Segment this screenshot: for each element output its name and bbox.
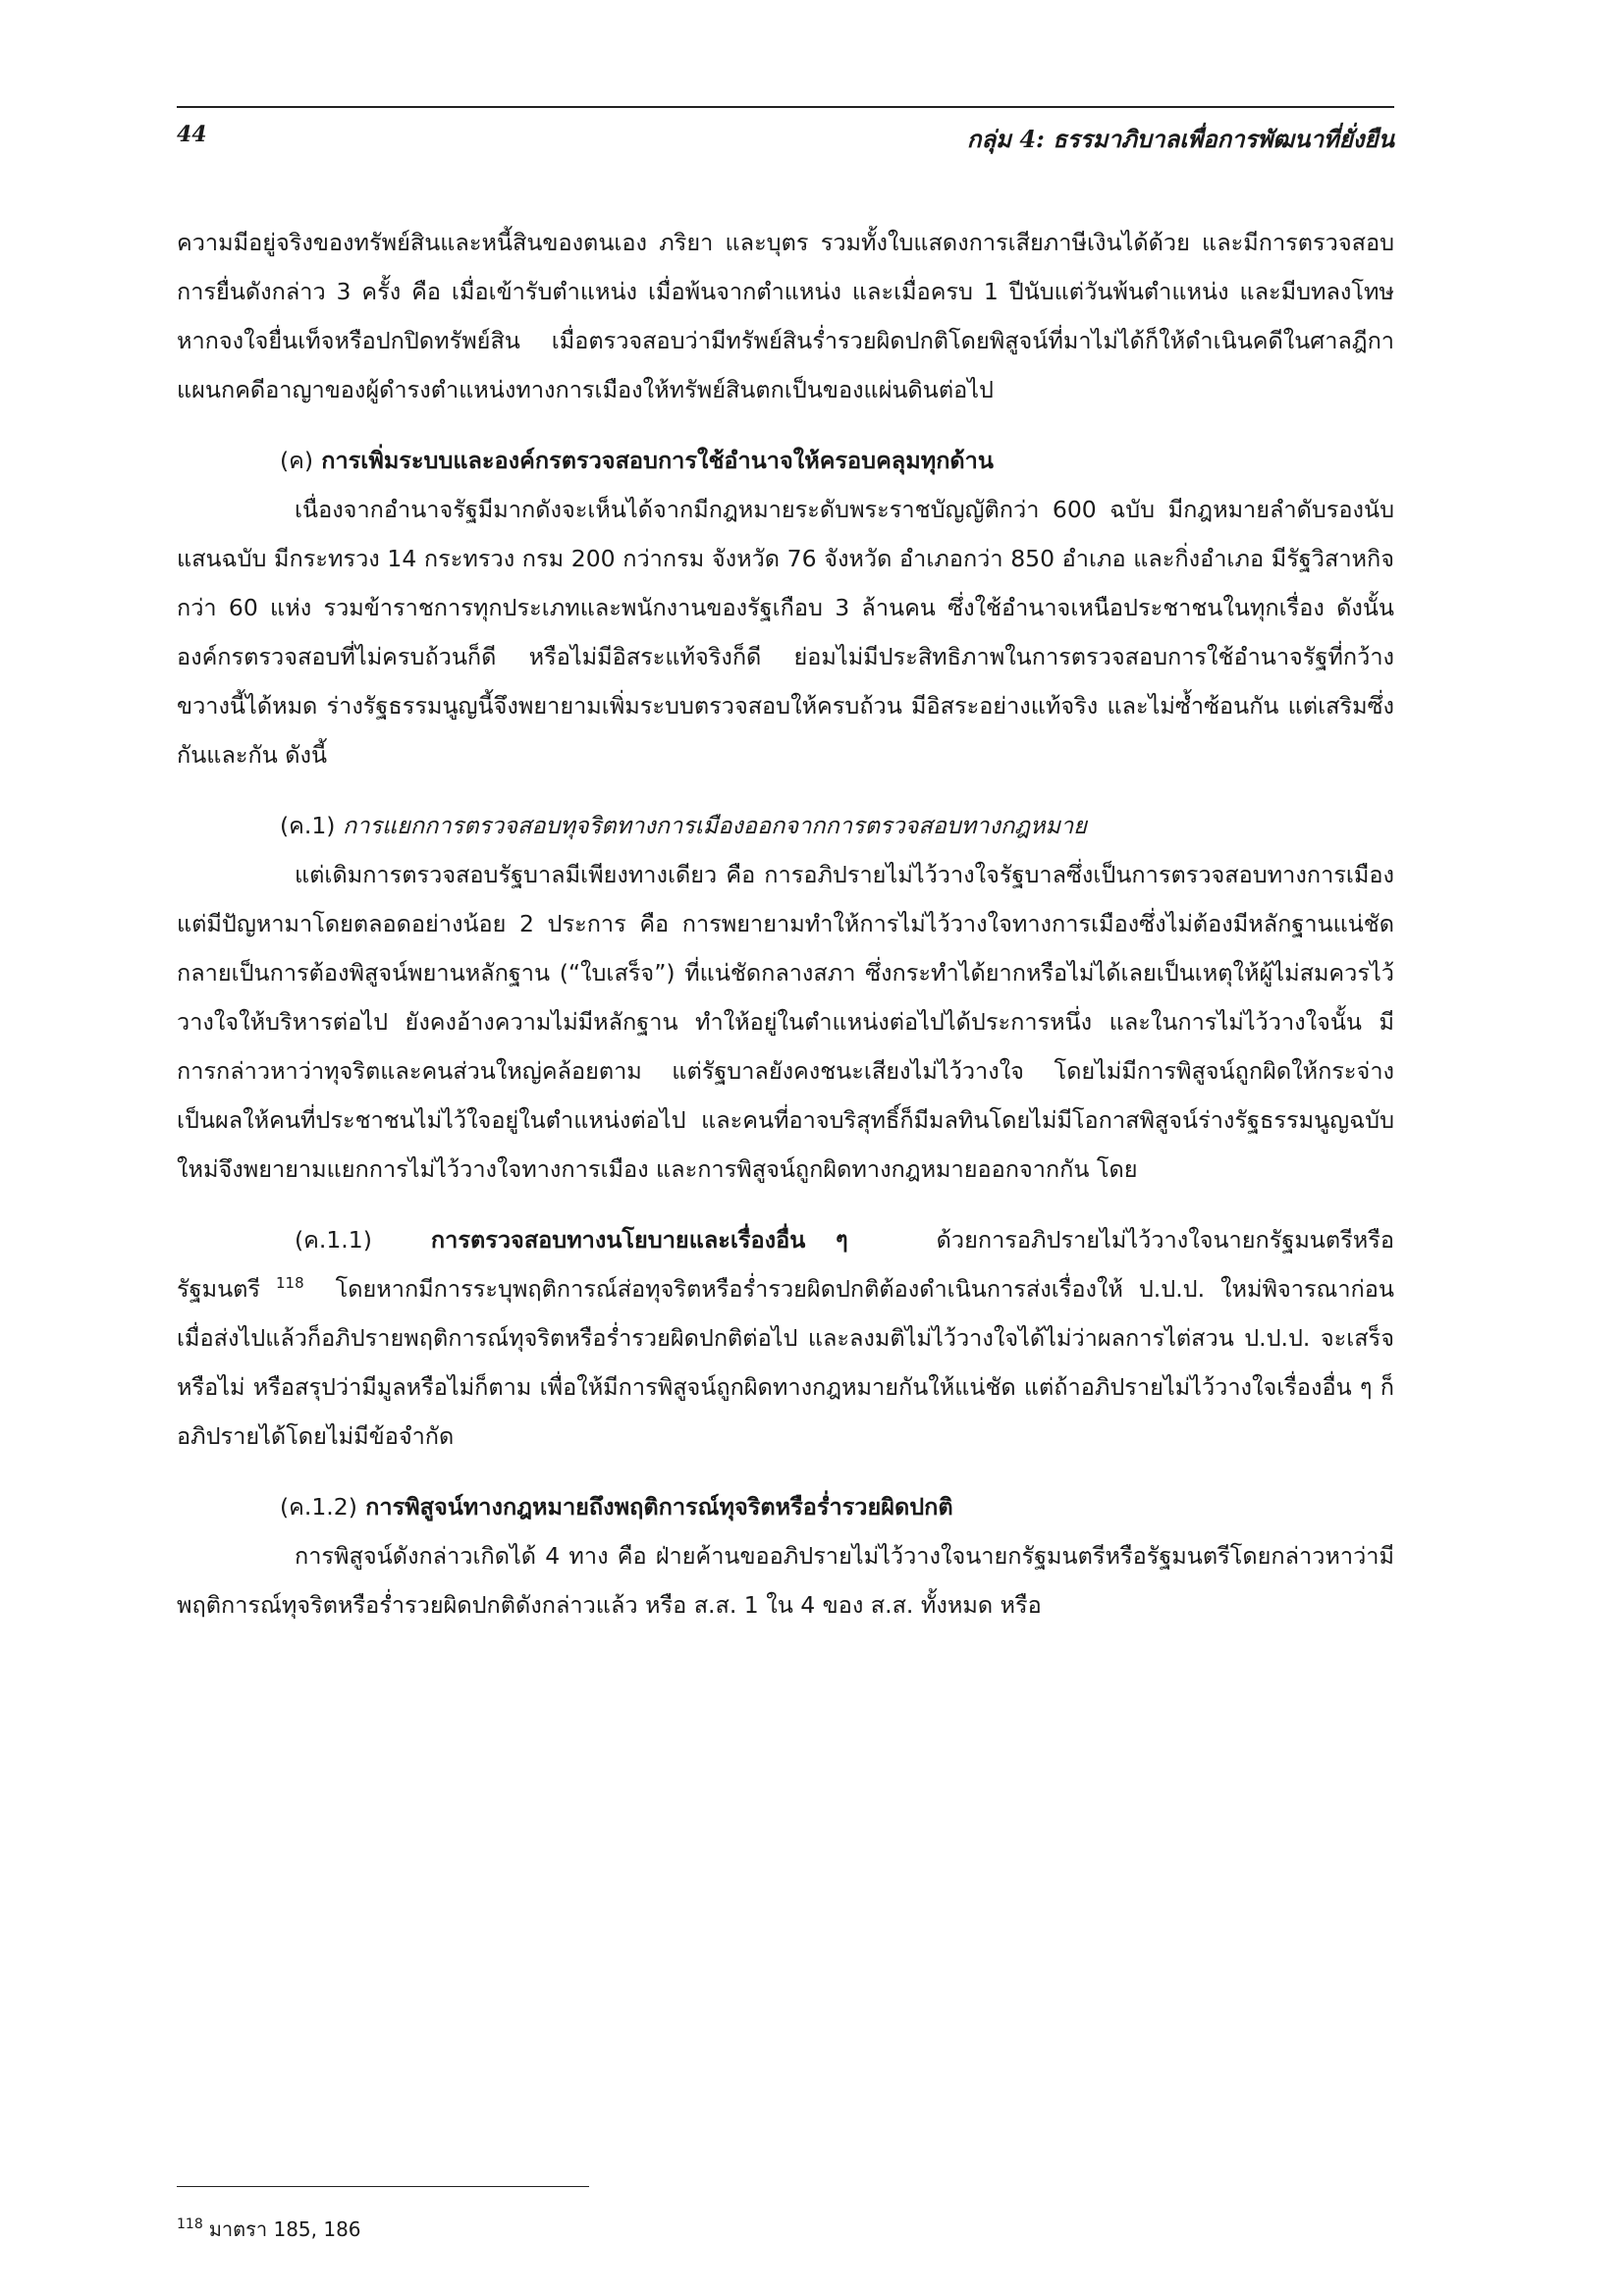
section-title: การแยกการตรวจสอบทุจริตทางการเมืองออกจากการตรวจสอบทางกฎหมาย [342, 812, 1087, 839]
footnote-reference[interactable]: 118 [276, 1274, 304, 1293]
paragraph-text: ด้วยการอภิปรายไม่ไว้วางใจนายกรัฐมนตรีหรือรัฐมนตรี [177, 1226, 1394, 1303]
section-title: การตรวจสอบทางนโยบายและเรื่องอื่น ๆ [430, 1226, 848, 1254]
footnote-rule [177, 2186, 589, 2187]
footnote-text: มาตรา 185, 186 [208, 2217, 361, 2241]
section-marker: (ค.1.1) [295, 1226, 372, 1254]
footnote [177, 2214, 361, 2245]
paragraph-text: โดยหากมีการระบุพฤติการณ์ส่อทุจริตหรือร่ำรวยผิดปกติต้องดำเนินการส่งเรื่องให้ ป.ป.ป. ใหม่พิจารณาก่อน เมื่อส่งไปแล้วก็อภิปรายพฤติการณ์ทุจริตหรือร่ำรวยผิดปกติต่อไป และลงมติไม่ไว้วางใจได้ไม่ว่าผลการไต่สวน ป.ป.ป. จะเสร็จหรือไม่ หรือสรุปว่ามีมูลหรือไม่ก็ตาม เพื่อให้มีการพิสูจน์ถูกผิดทางกฎหมายกันให้แน่ชัด แต่ถ้าอภิปรายไม่ไว้วางใจเรื่องอื่น ๆ ก็อภิปรายได้โดยไม่มีข้อจำกัด [177, 1275, 1394, 1450]
body-text [177, 218, 1394, 1629]
section-heading-c [177, 436, 1394, 485]
section-marker: (ค.1.2) [280, 1493, 357, 1521]
paragraph-4 [177, 1215, 1394, 1461]
section-heading-c1 [177, 801, 1394, 850]
section-marker: (ค) [280, 447, 314, 474]
paragraph-2: เนื่องจากอำนาจรัฐมีมากดังจะเห็นได้จากมีกฎหมายระดับพระราชบัญญัติกว่า 600 ฉบับ มีกฎหมายลำดับรองนับแสนฉบับ มีกระทรวง 14 กระทรวง กรม 200 กว่ากรม จังหวัด 76 จังหวัด อำเภอกว่า 850 อำเภอ และกิ่งอำเภอ มีรัฐวิสาหกิจกว่า 60 แห่ง รวมข้าราชการทุกประเภทและพนักงานของรัฐเกือบ 3 ล้านคน ซึ่งใช้อำนาจเหนือประชาชนในทุกเรื่อง ดังนั้น องค์กรตรวจสอบที่ไม่ครบถ้วนก็ดี หรือไม่มีอิสระแท้จริงก็ดี ย่อมไม่มีประสิทธิภาพในการตรวจสอบการใช้อำนาจรัฐที่กว้างขวางนี้ได้หมด ร่างรัฐธรรมนูญนี้จึงพยายามเพิ่มระบบตรวจสอบให้ครบถ้วน มีอิสระอย่างแท้จริง และไม่ซ้ำซ้อนกัน แต่เสริมซึ่งกันและกัน ดังนี้ [177, 496, 1394, 769]
paragraph-3: แต่เดิมการตรวจสอบรัฐบาลมีเพียงทางเดียว คือ การอภิปรายไม่ไว้วางใจรัฐบาลซึ่งเป็นการตรวจสอบทางการเมือง แต่มีปัญหามาโดยตลอดอย่างน้อย 2 ประการ คือ การพยายามทำให้การไม่ไว้วางใจทางการเมืองซึ่งไม่ต้องมีหลักฐานแน่ชัด กลายเป็นการต้องพิสูจน์พยานหลักฐาน (“ใบเสร็จ”) ที่แน่ชัดกลางสภา ซึ่งกระทำได้ยากหรือไม่ได้เลยเป็นเหตุให้ผู้ไม่สมควรไว้วางใจให้บริหารต่อไป ยังคงอ้างความไม่มีหลักฐาน ทำให้อยู่ในตำแหน่งต่อไปได้ประการหนึ่ง และในการไม่ไว้วางใจนั้น มีการกล่าวหาว่าทุจริตและคนส่วนใหญ่คล้อยตาม แต่รัฐบาลยังคงชนะเสียงไม่ไว้วางใจ โดยไม่มีการพิสูจน์ถูกผิดให้กระจ่าง เป็นผลให้คนที่ประชาชนไม่ไว้ใจอยู่ในตำแหน่งต่อไป และคนที่อาจบริสุทธิ์ก็มีมลทินโดยไม่มีโอกาสพิสูจน์ร่างรัฐธรรมนูญฉบับใหม่จึงพยายามแยกการไม่ไว้วางใจทางการเมือง และการพิสูจน์ถูกผิดทางกฎหมายออกจากกัน โดย [177, 861, 1394, 1183]
section-marker: (ค.1) [280, 812, 336, 839]
page-number: 44 [177, 122, 207, 147]
running-header [177, 116, 1394, 155]
header-rule [177, 106, 1394, 108]
section-title: การพิสูจน์ทางกฎหมายถึงพฤติการณ์ทุจริตหรือร่ำรวยผิดปกติ [365, 1493, 953, 1521]
footnote-number: 118 [177, 2216, 203, 2233]
section-heading-c12 [177, 1482, 1394, 1531]
running-title: กลุ่ม 4: ธรรมาภิบาลเพื่อการพัฒนาที่ยั่งยืน [966, 125, 1394, 153]
paragraph-1: ความมีอยู่จริงของทรัพย์สินและหนี้สินของตนเอง ภริยา และบุตร รวมทั้งใบแสดงการเสียภาษีเงินได้ด้วย และมีการตรวจสอบการยื่นดังกล่าว 3 ครั้ง คือ เมื่อเข้ารับตำแหน่ง เมื่อพ้นจากตำแหน่ง และเมื่อครบ 1 ปีนับแต่วันพ้นตำแหน่ง และมีบทลงโทษหากจงใจยื่นเท็จหรือปกปิดทรัพย์สิน เมื่อตรวจสอบว่ามีทรัพย์สินร่ำรวยผิดปกติโดยพิสูจน์ที่มาไม่ได้ก็ให้ดำเนินคดีในศาลฎีกาแผนกคดีอาญาของผู้ดำรงตำแหน่งทางการเมืองให้ทรัพย์สินตกเป็นของแผ่นดินต่อไป [177, 229, 1394, 403]
section-title: การเพิ่มระบบและองค์กรตรวจสอบการใช้อำนาจให้ครอบคลุมทุกด้าน [321, 447, 994, 474]
paragraph-5: การพิสูจน์ดังกล่าวเกิดได้ 4 ทาง คือ ฝ่ายค้านขออภิปรายไม่ไว้วางใจนายกรัฐมนตรีหรือรัฐมนตรีโดยกล่าวหาว่ามีพฤติการณ์ทุจริตหรือร่ำรวยผิดปกติดังกล่าวแล้ว หรือ ส.ส. 1 ใน 4 ของ ส.ส. ทั้งหมด หรือ [177, 1542, 1394, 1619]
